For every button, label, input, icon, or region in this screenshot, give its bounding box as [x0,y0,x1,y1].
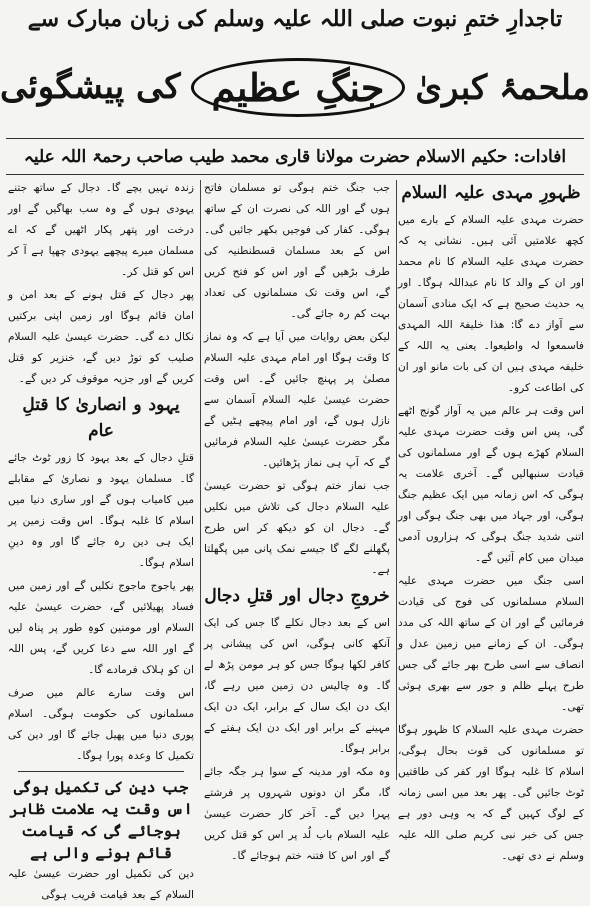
paragraph: وہ مکہ اور مدینہ کے سوا ہر جگہ جائے گا، مگر ان دونوں شہروں پر فرشتے پہرا دیں گے۔ آخر کار حضرت عیسیٰ علیہ السلام باب لُد پر اس کو قتل کریں گے اور اس کا فتنہ ختم ہوجائے گا۔ [204,766,390,862]
column-middle [204,178,390,862]
column-left [8,178,194,901]
paragraph: پھر یاجوج ماجوج نکلیں گے اور زمین میں فساد پھیلائیں گے، حضرت عیسیٰ علیہ السلام اور مومنین کوہِ طور پر پناہ لیں گے اور اللہ سے دعا کریں گے، پس اللہ ان کو ہلاک فرمادے گا۔ [8,580,194,676]
column-right [398,178,584,862]
closing-callout: جب دین کی تکمیل ہوگی اس وقت یہ علامت ظاہر ہوجائے گی کہ قیامت قائم ہونے والی ہے [9,778,193,862]
headline-left: کی پیشگوئی [0,67,181,107]
article-headline [0,50,590,124]
closing-note: دین کی تکمیل اور حضرت عیسیٰ علیہ السلام کے بعد قیامت قریب ہوگی [8,868,194,901]
paragraph: اس کے بعد دجال نکلے گا جس کی ایک آنکھ کانی ہوگی، اس کی پیشانی پر کافر لکھا ہوگا جس کو ہر مومن پڑھ لے گا۔ وہ چالیس دن زمین میں رہے گا، ایک دن ایک سال کے برابر، ایک دن ایک مہینے کے برابر اور ایک دن ایک ہفتے کے برابر ہوگا۔ [204,617,390,755]
paragraph: جب جنگ ختم ہوگی تو مسلمان فاتح ہوں گے اور اللہ کی نصرت ان کے ساتھ ہوگی۔ کفار کی فوجیں بکھر جائیں گی۔ اس کے بعد مسلمان قسطنطنیہ کی طرف بڑھیں گے اور اس کو فتح کریں گے، اس وقت تک مسلمانوں کی تعداد بہت کم رہ جائے گی۔ [204,182,390,320]
section-heading-jews-christians: یہود و انصاریٰ کا قتلِ عام [22,395,180,441]
byline: افادات: حکیم الاسلام حضرت مولانا قاری محمد طیب صاحب رحمۃ اللہ علیہ [23,147,567,167]
paragraph: پھر دجال کے قتل ہونے کے بعد امن و امان قائم ہوگا اور زمین اپنی برکتیں نکال دے گی۔ حضرت عیسیٰ علیہ السلام صلیب کو توڑ دیں گے، خنزیر کو قتل کریں گے اور جزیہ موقوف کر دیں گے۔ [8,289,194,385]
section-heading-dajjal: خروجِ دجال اور قتلِ دجال [204,586,390,606]
section-heading-mahdi: ظہورِ مہدی علیہ السلام [401,183,581,203]
paragraph: حضرت مہدی علیہ السلام کا ظہور ہوگا تو مسلمانوں کی قوت بحال ہوگی، اسلام کا غلبہ ہوگا اور کفر کی طاقتیں ٹوٹ جائیں گی۔ پھر بعد میں اسی زمانہ کے لوگ کہیں گے کہ یہ وہی دور ہے جس کی خبر نبی کریم صلی اللہ علیہ وسلم نے دی تھی۔ [398,724,584,862]
paragraph: اس وقت سارے عالم میں صرف مسلمانوں کی حکومت ہوگی۔ اسلام پوری دنیا میں پھیل جائے گا اور دین کی تکمیل کا وعدہ پورا ہوگا۔ [8,687,194,762]
paragraph: قتلِ دجال کے بعد یہود کا زور ٹوٹ جائے گا۔ مسلمان یہود و نصاریٰ کے مقابلے میں کامیاب ہوں گے اور ساری دنیا میں اسلام کا غلبہ ہوگا۔ اس وقت زمین پر ایک ہی دین رہ جائے گا اور وہ دینِ اسلام ہوگا۔ [8,452,194,569]
article-kicker: تاجدارِ ختمِ نبوت صلی اللہ علیہ وسلم کی زبان مبارک سے [27,6,563,32]
headline-right: ملحمۂ کبریٰ [415,67,590,108]
paragraph: اسی جنگ میں حضرت مہدی علیہ السلام مسلمانوں کی فوج کی قیادت فرمائیں گے اور ان کے ساتھ اللہ کی مدد ہوگی۔ ان کے زمانے میں زمین عدل و انصاف سے اسی طرح بھر جائے گی جس طرح پہلے ظلم و جور سے بھری ہوئی تھی۔ [398,575,584,713]
paragraph: لیکن بعض روایات میں آیا ہے کہ وہ نماز کا وقت ہوگا اور امام مہدی علیہ السلام مصلیٰ پر پہنچ جائیں گے۔ اس وقت حضرت عیسیٰ علیہ السلام آسمان سے نازل ہوں گے، اور امام پیچھے ہٹیں گے مگر حضرت عیسیٰ علیہ السلام فرمائیں گے کہ آپ ہی نماز پڑھائیں۔ [204,331,390,469]
column-divider [200,180,201,780]
closing-rule [18,771,184,772]
column-divider [396,180,397,780]
paragraph: جب نماز ختم ہوگی تو حضرت عیسیٰ علیہ السلام دجال کی تلاش میں نکلیں گے۔ دجال ان کو دیکھ کر اس طرح پگھلنے لگے گا جیسے نمک پانی میں پگھلتا ہے۔ [204,480,390,576]
header-rule-top [6,138,584,139]
header-rule-bottom [6,174,584,175]
headline-oval: جنگِ عظیم [191,58,406,117]
paragraph: حضرت مہدی علیہ السلام کے بارے میں کچھ علامتیں آئی ہیں۔ نشانی یہ کہ حضرت مہدی علیہ السلام کا نام محمد اور ان کے والد کا نام عبداللہ ہوگا۔ اور یہ حدیث صحیح ہے کہ ایک منادی آسمان سے آواز دے گا: ھذا خلیفۃ اللہ المہدی فاسمعوا لہ واطیعوا۔ یعنی یہ اللہ کے خلیفہ مہدی ہیں ان کی بات مانو اور ان کی اطاعت کرو۔ [398,214,584,394]
paragraph: زندہ نہیں بچے گا۔ دجال کے ساتھ جتنے یہودی ہوں گے وہ سب بھاگیں گے اور درخت اور پتھر پکار اٹھیں گے کہ اے مسلمان میرے پیچھے یہودی چھپا ہے آ کر اس کو قتل کر۔ [8,182,194,278]
paragraph: اس وقت ہر عالم میں یہ آواز گونج اٹھے گی، پس اس وقت حضرت مہدی علیہ السلام کھڑے ہوں گے اور مسلمانوں کی قیادت سنبھالیں گے۔ آخری علامت یہ ہوگی کہ اس زمانہ میں ایک عظیم جنگ ہوگی، اور جہاد میں بھی جنگ ہوگی اور اتنی شدید جنگ ہوگی کہ ہزاروں آدمی میدان میں کام آئیں گے۔ [398,405,584,564]
